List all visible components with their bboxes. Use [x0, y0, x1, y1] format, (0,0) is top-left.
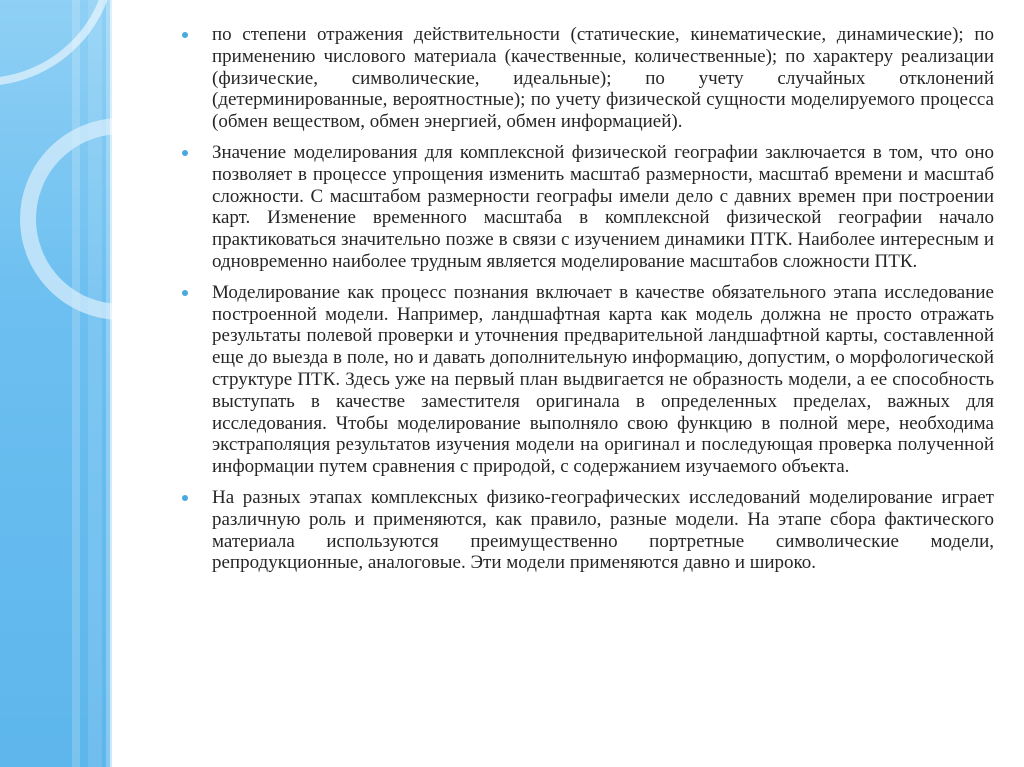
- panel-stripe: [88, 0, 102, 767]
- bullet-item: [180, 282, 994, 478]
- decorative-side-panel: [0, 0, 112, 767]
- bullet-text: На разных этапах комплексных физико-географических исследований моделирование играет различную роль и применяются, как правило, разные модели. На этапе сбора фактического материала используются преимущественно портретные символические модели, репродукционные, аналоговые. Эти модели применяются давно и широко.: [212, 486, 994, 574]
- bullet-dot-icon: [182, 495, 188, 501]
- bullet-text: Моделирование как процесс познания включает в качестве обязательного этапа исследование построенной модели. Например, ландшафтная карта как модель должна не просто отражать результаты полевой проверки и уточнения предварительной ландшафтной карты, составленной еще до выезда в поле, но и давать дополнительную информацию, допустим, о морфологической структуре ПТК. Здесь уже на первый план выдвигается не образность модели, а ее способность выступать в качестве заместителя оригинала в определенных пределах, важных для исследования. Чтобы моделирование выполняло свою функцию в полной мере, необходима экстраполяция результатов изучения модели на оригинал и последующая проверка полученной информации путем сравнения с природой, с содержанием изучаемого объекта.: [212, 281, 994, 478]
- panel-stripe: [72, 0, 80, 767]
- bullet-dot-icon: [182, 150, 188, 156]
- slide-content: [180, 24, 994, 583]
- bullet-list: [180, 24, 994, 574]
- bullet-dot-icon: [182, 290, 188, 296]
- bullet-item: [180, 24, 994, 133]
- decorative-ring: [20, 118, 112, 320]
- bullet-text: по степени отражения действительности (статические, кинематические, динамические); по применению числового материала (качественные, количественные); по характеру реализации (физические, символические, идеальные); по учету случайных отклонений (детерминированные, вероятностные); по учету физической сущности моделируемого процесса (обмен веществом, обмен энергией, обмен информацией).: [212, 24, 994, 133]
- bullet-dot-icon: [182, 32, 188, 38]
- bullet-item: [180, 487, 994, 574]
- panel-edge: [110, 0, 112, 767]
- bullet-text: Значение моделирования для комплексной физической географии заключается в том, что оно позволяет в процессе упрощения изменить масштаб размерности, масштаб времени и масштаб сложности. С масштабом размерности географы имели дело с давних времен при построении карт. Изменение временного масштаба в комплексной физической географии начало практиковаться значительно позже в связи с изучением динамики ПТК. Наиболее интересным и одновременно наиболее трудным является моделирование масштабов сложности ПТК.: [212, 141, 994, 272]
- bullet-item: [180, 142, 994, 273]
